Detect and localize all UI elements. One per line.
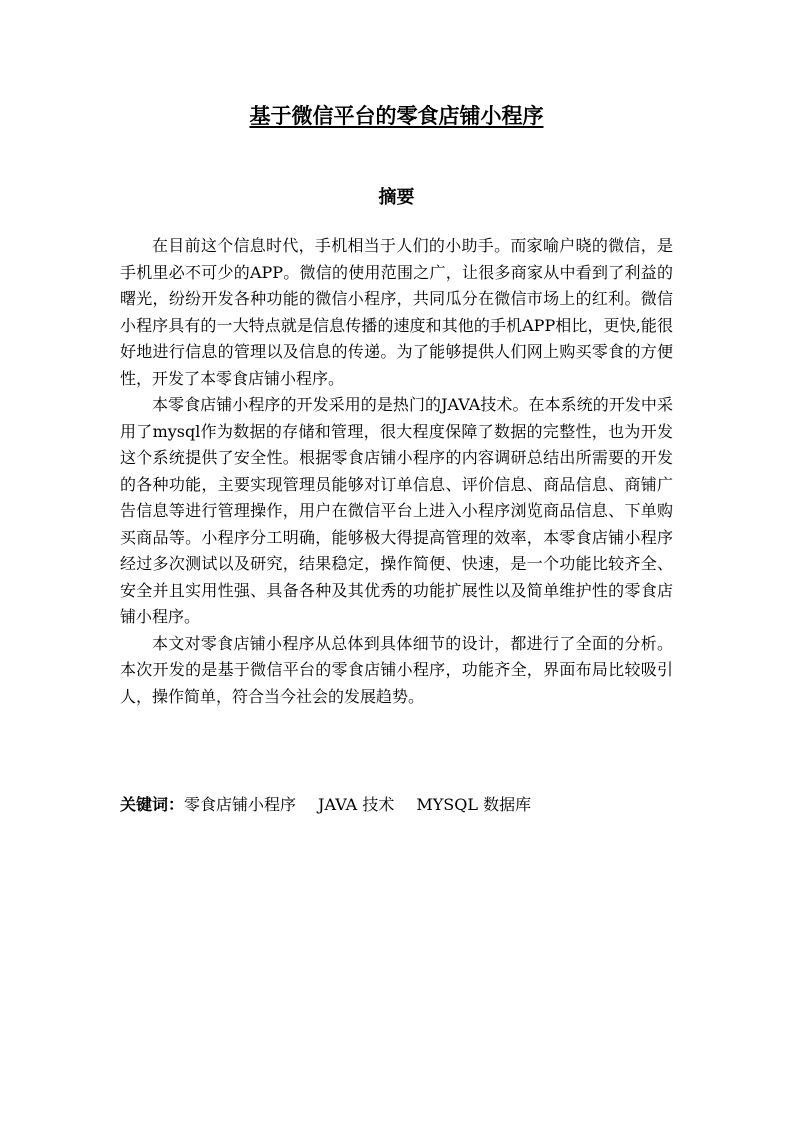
document-title-text: 基于微信平台的零食店铺小程序: [249, 104, 544, 128]
abstract-heading: 摘要: [378, 187, 415, 208]
keywords-label: 关键词：: [120, 795, 185, 814]
keywords-line: [120, 792, 673, 818]
document-title: [0, 100, 793, 132]
abstract-paragraph-1: 在目前这个信息时代，手机相当于人们的小助手。而家喻户晓的微信，是手机里必不可少的APP。微信的使用范围之广，让很多商家从中看到了利益的曙光，纷纷开发各种功能的微信小程序，共同瓜分在微信市场上的红利。微信小程序具有的一大特点就是信息传播的速度和其他的手机APP相比，更快,能很好地进行信息的管理以及信息的传递。为了能够提供人们网上购买零食的方便性，开发了本零食店铺小程序。: [120, 236, 673, 388]
abstract-paragraph-3: 本文对零食店铺小程序从总体到具体细节的设计，都进行了全面的分析。本次开发的是基于微信平台的零食店铺小程序，功能齐全，界面布局比较吸引人，操作简单，符合当今社会的发展趋势。: [120, 633, 673, 706]
keyword-3: MYSQL 数据库: [416, 795, 532, 814]
keyword-1: 零食店铺小程序: [184, 795, 297, 814]
abstract-body: [120, 233, 673, 710]
keyword-2: JAVA 技术: [318, 795, 395, 814]
abstract-paragraph-2: 本零食店铺小程序的开发采用的是热门的JAVA技术。在本系统的开发中采用了mysql作为数据的存储和管理，很大程度保障了数据的完整性，也为开发这个系统提供了安全性。根据零食店铺小程序的内容调研总结出所需要的开发的各种功能，主要实现管理员能够对订单信息、评价信息、商品信息、商铺广告信息等进行管理操作，用户在微信平台上进入小程序浏览商品信息、下单购买商品等。小程序分工明确，能够极大得提高管理的效率，本零食店铺小程序经过多次测试以及研究，结果稳定，操作简便、快速，是一个功能比较齐全、安全并且实用性强、具备各种及其优秀的功能扩展性以及简单维护性的零食店铺小程序。: [120, 395, 673, 626]
